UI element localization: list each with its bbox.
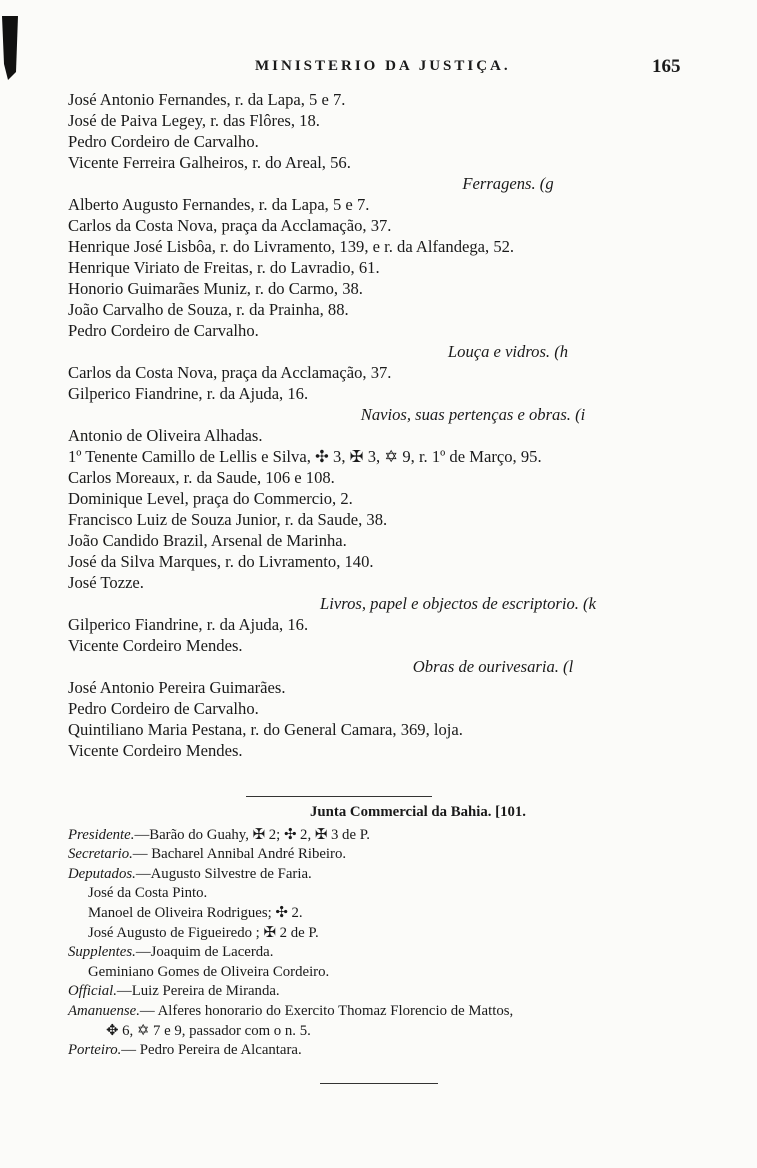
role-text: ✥ 6, ✡ 7 e 9, passador com o n. 5.: [106, 1022, 311, 1039]
directory-listing: [68, 89, 708, 761]
junta-row: [68, 1041, 708, 1061]
section-heading-ferragens: Ferragens. (g: [462, 174, 554, 193]
role-label: Deputados.: [68, 865, 136, 882]
list-item: Vicente Ferreira Galheiros, r. do Areal, 56.: [68, 153, 351, 172]
page-number: 165: [652, 56, 681, 77]
list-item: Pedro Cordeiro de Carvalho.: [68, 321, 259, 340]
section-heading-livros: Livros, papel e objectos de escriptorio. (k: [320, 594, 596, 613]
junta-row: [68, 943, 708, 963]
role-text: —Augusto Silvestre de Faria.: [135, 865, 312, 882]
role-label: Presidente.: [68, 826, 135, 843]
list-item: Pedro Cordeiro de Carvalho.: [68, 699, 259, 718]
list-item: José da Silva Marques, r. do Livramento, 140.: [68, 552, 374, 571]
role-text: —Luiz Pereira de Miranda.: [116, 983, 280, 1000]
list-item: José Antonio Pereira Guimarães.: [68, 678, 286, 697]
list-item: Dominique Level, praça do Commercio, 2.: [68, 489, 353, 508]
junta-row: [68, 884, 708, 904]
section-heading-louca: Louça e vidros. (h: [447, 342, 569, 361]
role-label: Secretario.: [68, 846, 133, 863]
junta-row: [68, 826, 708, 846]
list-item: João Carvalho de Souza, r. da Prainha, 88.: [68, 300, 349, 319]
list-item: 1º Tenente Camillo de Lellis e Silva, ✣ 3, ✠ 3, ✡ 9, r. 1º de Março, 95.: [68, 447, 542, 466]
role-text: — Pedro Pereira de Alcantara.: [121, 1042, 302, 1059]
role-label: Supplentes.: [68, 944, 136, 961]
list-item: Alberto Augusto Fernandes, r. da Lapa, 5 e 7.: [68, 195, 370, 214]
list-item: Vicente Cordeiro Mendes.: [68, 741, 243, 760]
role-text: Manoel de Oliveira Rodrigues; ✣ 2.: [88, 904, 303, 921]
list-item: José de Paiva Legey, r. das Flôres, 18.: [68, 111, 320, 130]
list-item: Carlos da Costa Nova, praça da Acclamação, 37.: [68, 363, 392, 382]
junta-row: [68, 865, 708, 885]
list-item: Antonio de Oliveira Alhadas.: [68, 426, 263, 445]
role-text: José da Costa Pinto.: [88, 885, 208, 902]
list-item: Francisco Luiz de Souza Junior, r. da Saude, 38.: [68, 510, 388, 529]
junta-row: [68, 904, 708, 924]
junta-row: [68, 1002, 708, 1022]
junta-row: [68, 1022, 708, 1042]
junta-row: [68, 845, 708, 865]
junta-commercial-section: [68, 803, 708, 1061]
list-item: Carlos da Costa Nova, praça da Acclamação, 37.: [68, 216, 392, 235]
junta-row: [68, 963, 708, 983]
junta-row: [68, 982, 708, 1002]
list-item: Gilperico Fiandrine, r. da Ajuda, 16.: [68, 615, 309, 634]
list-item: Quintiliano Maria Pestana, r. do General Camara, 369, loja.: [68, 720, 463, 739]
role-text: José Augusto de Figueiredo ; ✠ 2 de P.: [88, 924, 319, 941]
section-heading-navios: Navios, suas pertenças e obras. (i: [360, 405, 586, 424]
list-item: Pedro Cordeiro de Carvalho.: [68, 132, 259, 151]
junta-title: Junta Commercial da Bahia. [101.: [310, 804, 526, 820]
running-header-title: MINISTERIO DA JUSTIÇA.: [255, 58, 511, 74]
junta-row: [68, 924, 708, 944]
list-item: José Antonio Fernandes, r. da Lapa, 5 e 7.: [68, 90, 346, 109]
list-item: Henrique José Lisbôa, r. do Livramento, 139, e r. da Alfandega, 52.: [68, 237, 515, 256]
role-text: — Alferes honorario do Exercito Thomaz Florencio de Mattos,: [139, 1002, 514, 1019]
role-text: —Joaquim de Lacerda.: [135, 944, 274, 961]
page-edge-mark: [0, 14, 22, 84]
footer-divider: [320, 1083, 438, 1084]
list-item: Carlos Moreaux, r. da Saude, 106 e 108.: [68, 468, 335, 487]
role-label: Official.: [68, 983, 117, 1000]
section-divider: [246, 796, 432, 797]
list-item: Honorio Guimarães Muniz, r. do Carmo, 38.: [68, 279, 363, 298]
list-item: Henrique Viriato de Freitas, r. do Lavradio, 61.: [68, 258, 380, 277]
role-text: — Bacharel Annibal André Ribeiro.: [132, 846, 347, 863]
list-item: Vicente Cordeiro Mendes.: [68, 636, 243, 655]
role-label: Porteiro.: [68, 1042, 122, 1059]
role-text: —Barão do Guahy, ✠ 2; ✣ 2, ✠ 3 de P.: [134, 826, 370, 843]
list-item: Gilperico Fiandrine, r. da Ajuda, 16.: [68, 384, 309, 403]
role-label: Amanuense.: [68, 1002, 140, 1019]
role-text: Geminiano Gomes de Oliveira Cordeiro.: [88, 963, 330, 980]
list-item: João Candido Brazil, Arsenal de Marinha.: [68, 531, 347, 550]
section-heading-ourivesaria: Obras de ourivesaria. (l: [412, 657, 574, 676]
list-item: José Tozze.: [68, 573, 144, 592]
